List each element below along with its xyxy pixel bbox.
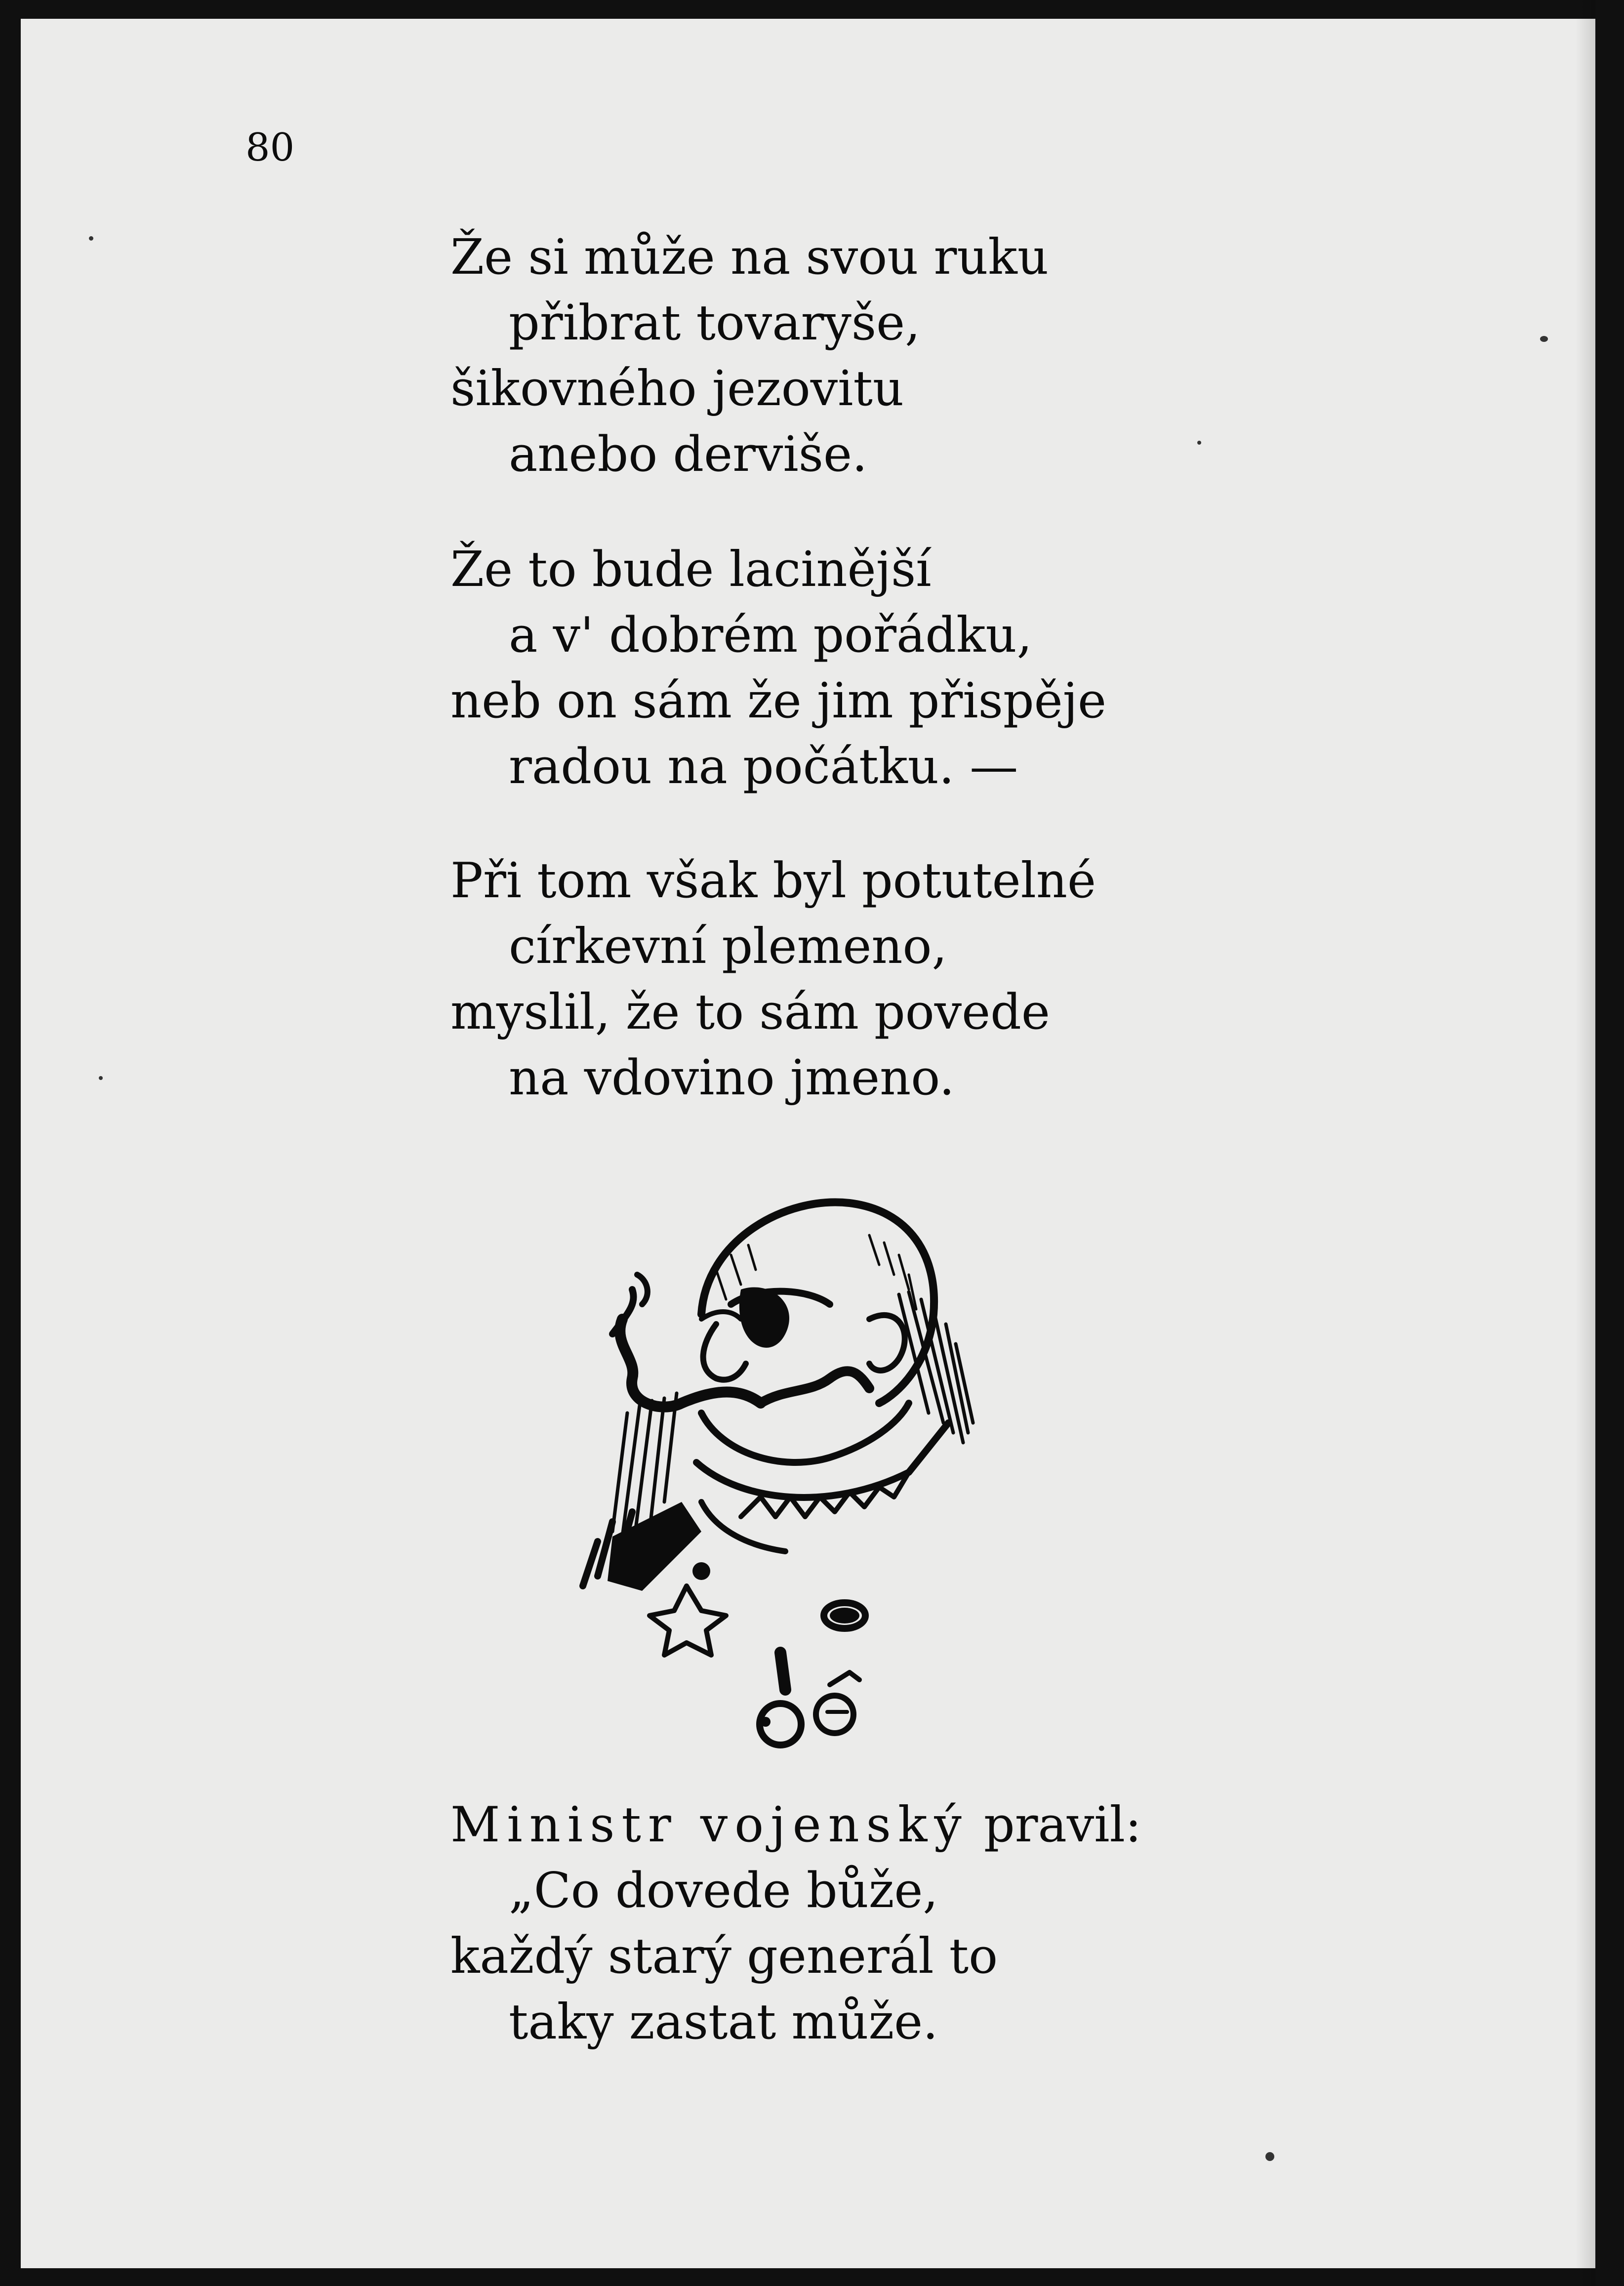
verse-line: anebo derviše.	[509, 426, 868, 483]
verse-line: „Co dovede bůže,	[509, 1863, 938, 1919]
caricature-general-icon	[553, 1156, 1136, 1749]
verse-line: radou na počátku. —	[509, 739, 1018, 795]
verse-line-tail: pravil:	[983, 1797, 1141, 1853]
scan-speck	[1197, 441, 1201, 445]
verse-line: přibrat tovaryše,	[509, 295, 921, 351]
stanza-1	[450, 225, 1049, 488]
page-number: 80	[245, 125, 295, 170]
scan-border-right	[1595, 0, 1624, 2286]
scan-speck	[99, 1076, 103, 1080]
speaker-name: Ministr vojenský	[450, 1797, 969, 1853]
verse-line: neb on sám že jim přispěje	[450, 673, 1106, 729]
scan-border-bottom	[0, 2268, 1624, 2286]
verse-line: Při tom však byl potutelné	[450, 853, 1096, 909]
verse-line: každý starý generál to	[450, 1928, 998, 1985]
verse-line: myslil, že to sám povede	[450, 984, 1050, 1040]
verse-line: církevní plemeno,	[509, 918, 947, 975]
scan-speck	[89, 236, 93, 241]
scan-border-left	[0, 0, 21, 2286]
verse-line: šikovného jezovitu	[450, 361, 904, 417]
stanza-4	[450, 1792, 1141, 2055]
stanza-3	[450, 848, 1096, 1111]
scan-speck	[1265, 2152, 1274, 2161]
verse-line: a v' dobrém pořádku,	[509, 607, 1032, 664]
verse-line: na vdovino jmeno.	[509, 1050, 955, 1106]
verse-line: Že to bude lacinější	[450, 541, 932, 598]
scan-speck	[1540, 336, 1548, 342]
verse-line: taky zastat může.	[509, 1994, 938, 2050]
verse-line	[450, 1792, 1141, 1858]
stanza-2	[450, 537, 1106, 800]
page-edge-shadow	[1576, 0, 1595, 2286]
scan-border-top	[0, 0, 1624, 19]
verse-line: Že si může na svou ruku	[450, 229, 1049, 286]
